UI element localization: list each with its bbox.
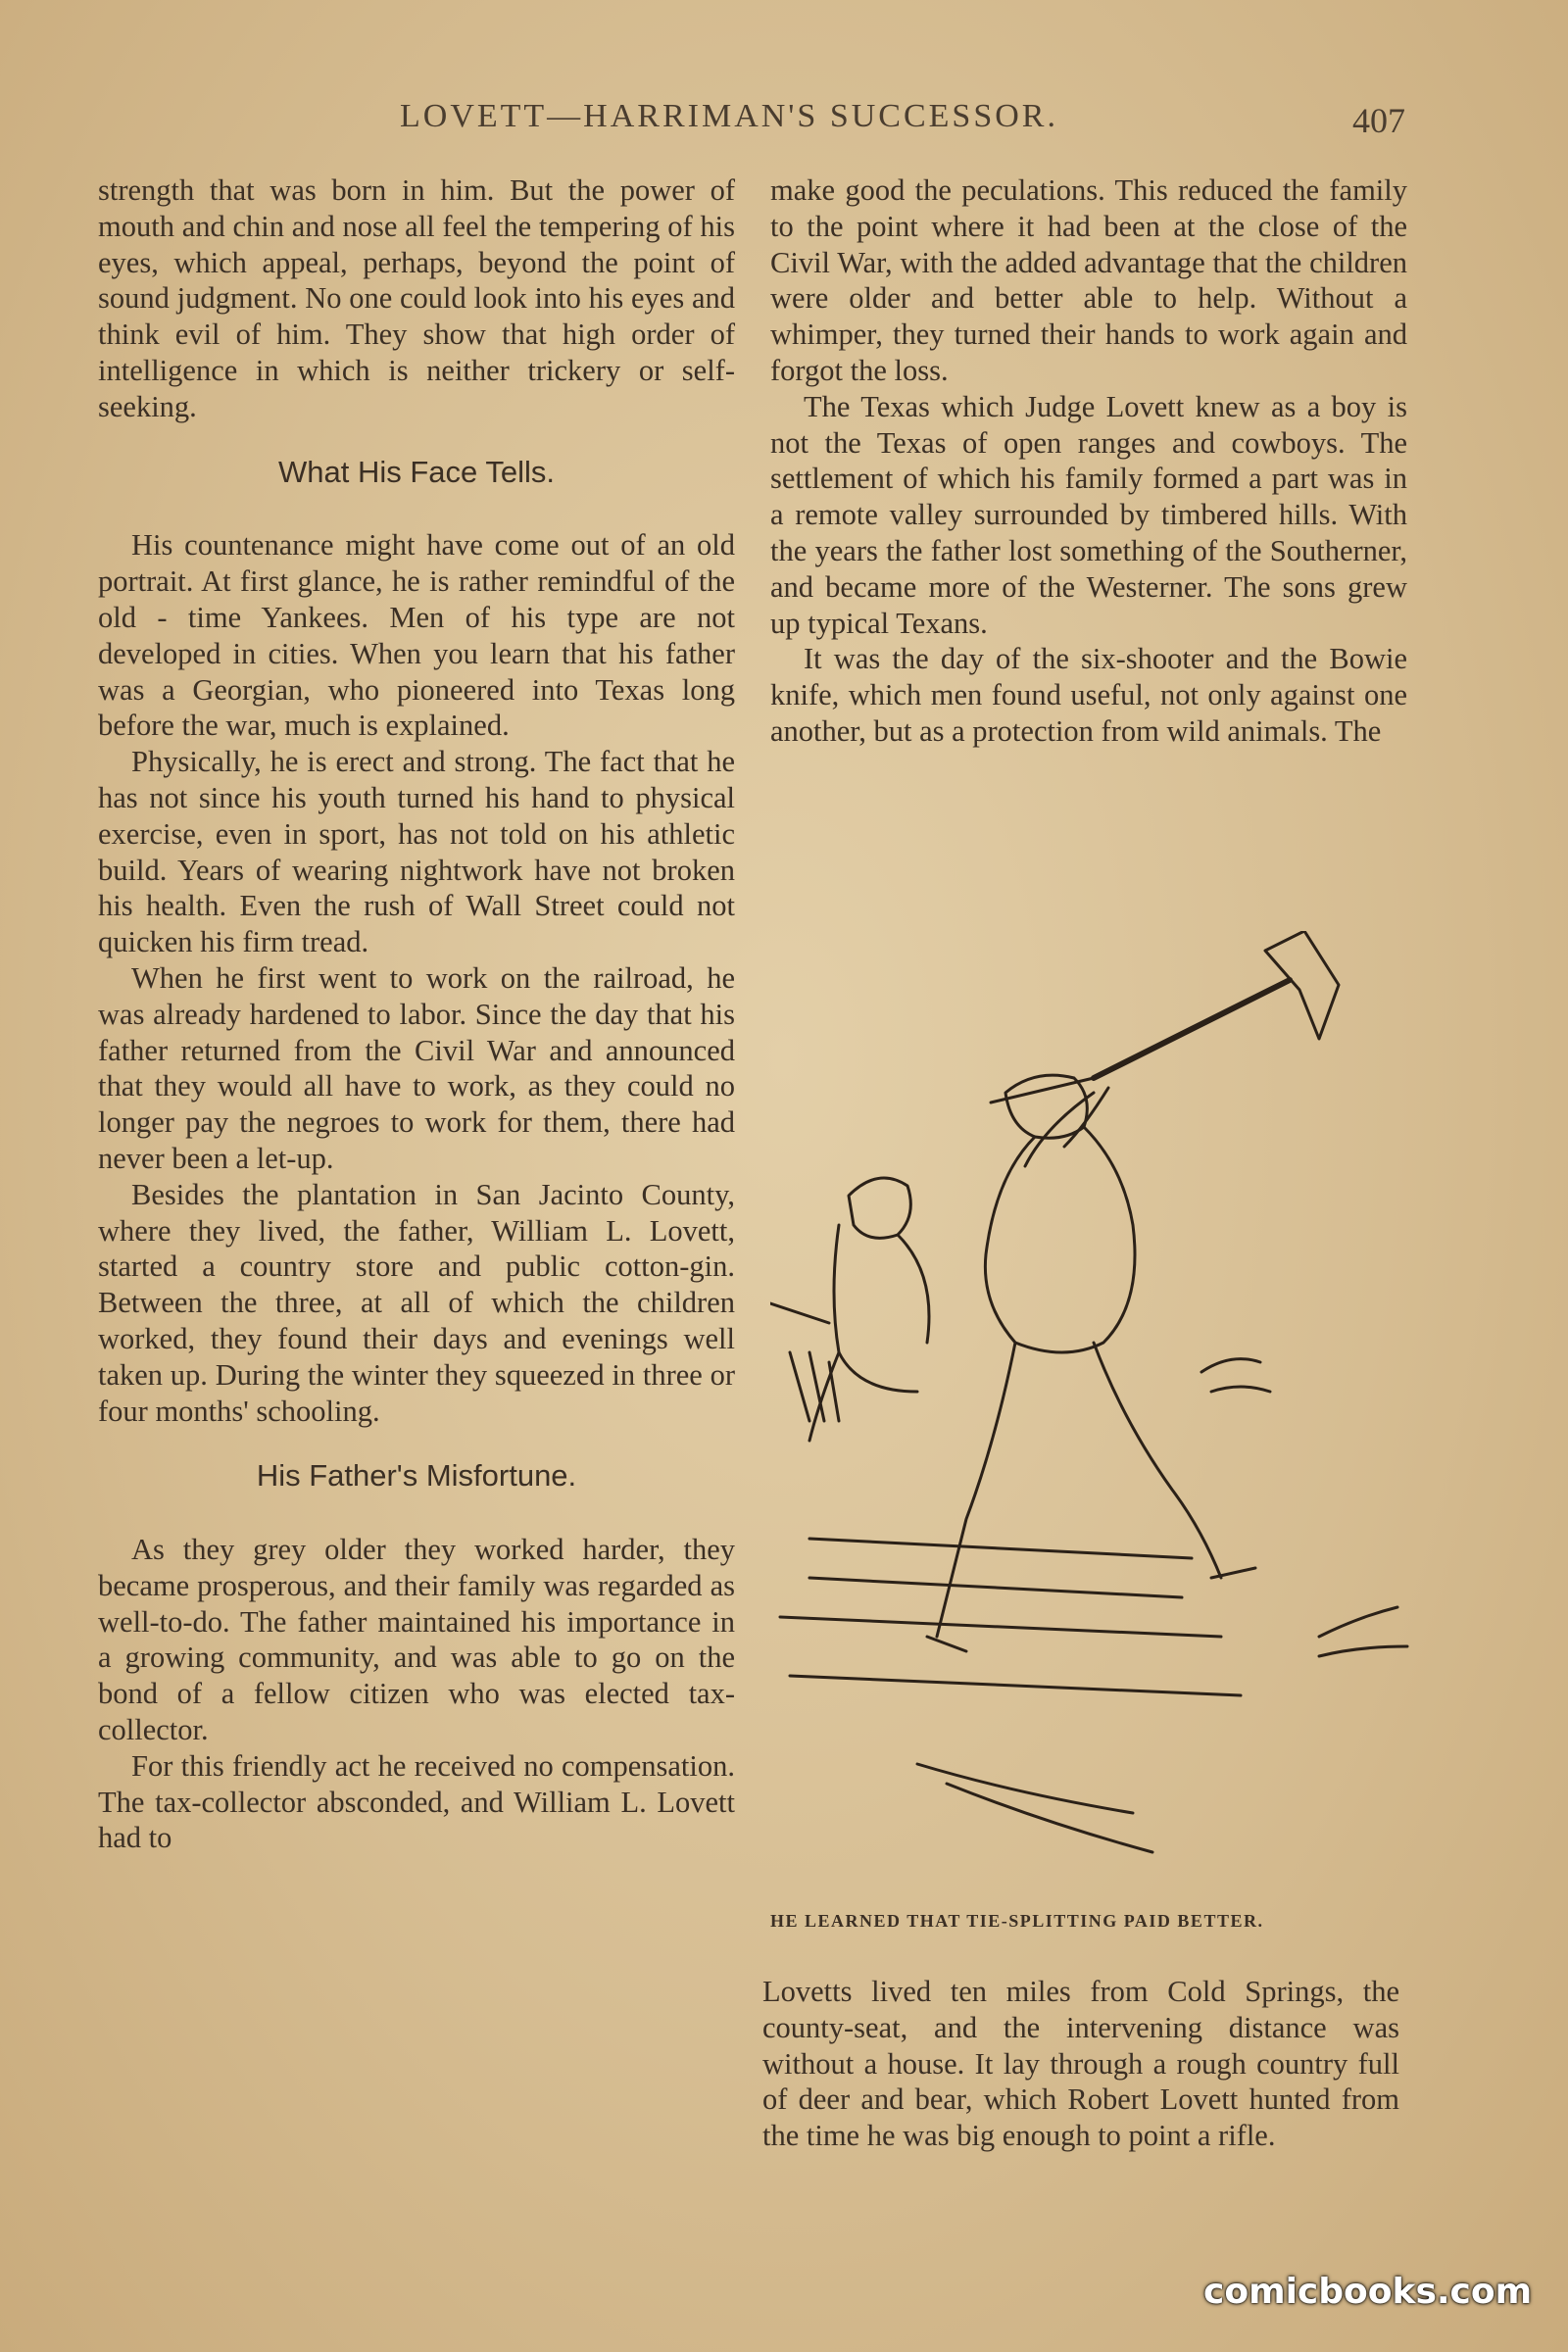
watermark-text: comicbooks.com: [1203, 2272, 1533, 2312]
paragraph: Physically, he is erect and strong. The fact that he has not since his youth turned his hand to physical exercise, even in sport, has not told on his athletic build. Years of wearing nightwork have not broken his health. Even the rush of Wall Street could not quicken his firm tread.: [98, 745, 735, 959]
left-column: [98, 172, 735, 1856]
running-title: LOVETT—HARRIMAN'S SUCCESSOR.: [400, 98, 1058, 134]
paragraph: make good the peculations. This reduced the family to the point where it had been at the close of the Civil War, with the added advantage that the children were older and better able to help. Without a whimper, they turned their hands to work again and forgot the loss.: [770, 173, 1407, 387]
paragraph: It was the day of the six-shooter and the Bowie knife, which men found useful, not only against one another, but as a protection from wild animals. The: [770, 642, 1407, 748]
paragraph: strength that was born in him. But the power of mouth and chin and nose all feel the tempering of his eyes, which appeal, perhaps, beyond the point of sound judgment. No one could look into his eyes and think evil of him. They show that high order of intelligence in which is neither trickery or self-seeking.: [98, 173, 735, 423]
paragraph: Lovetts lived ten miles from Cold Springs, the county-seat, and the intervening distance was without a house. It lay through a rough country full of deer and bear, which Robert Lovett hunted from the time he was big enough to point a rifle.: [762, 1975, 1399, 2153]
paragraph: For this friendly act he received no compensation. The tax-collector absconded, and William L. Lovett had to: [98, 1748, 735, 1855]
paragraph: His countenance might have come out of an old portrait. At first glance, he is rather remindful of the old - time Yankees. Men of his type are not developed in cities. When you learn that his father was a Georgian, who pioneered into Texas long before the war, much is explained.: [98, 528, 735, 743]
paragraph: When he first went to work on the railroad, he was already hardened to labor. Since the day that his father returned from the Civil War and announced that they would all have to work, as they could no longer pay the negroes to work for them, there had never been a let-up.: [98, 960, 735, 1175]
section-heading: What His Face Tells.: [278, 454, 555, 489]
paragraph: Besides the plantation in San Jacinto County, where they lived, the father, William L. Lovett, started a country store and public cotton-gin. Between the three, at all of which the children worked, they found their days and evenings well taken up. During the winter they squeezed in three or four months' schooling.: [98, 1177, 735, 1428]
illustration-caption: HE LEARNED THAT TIE-SPLITTING PAID BETTER.: [770, 1911, 1264, 1931]
paragraph: As they grey older they worked harder, they became prosperous, and their family was regarded as well-to-do. The father maintained his importance in a growing community, and was able to go on the bond of a fellow citizen who was elected tax-collector.: [98, 1533, 735, 1747]
paragraph: The Texas which Judge Lovett knew as a boy is not the Texas of open ranges and cowboys. The settlement of which his family formed a part was in a remote valley surrounded by timbered hills. With the years the father lost something of the Southerner, and became more of the Westerner. The sons grew up typical Texans.: [770, 389, 1407, 640]
page-header: [0, 98, 1568, 147]
tie-splitting-illustration: [770, 931, 1417, 1891]
section-heading: His Father's Misfortune.: [256, 1458, 577, 1494]
right-column-bottom: [762, 1974, 1399, 2154]
right-column-top: [770, 172, 1407, 750]
page-number: 407: [1352, 101, 1405, 140]
